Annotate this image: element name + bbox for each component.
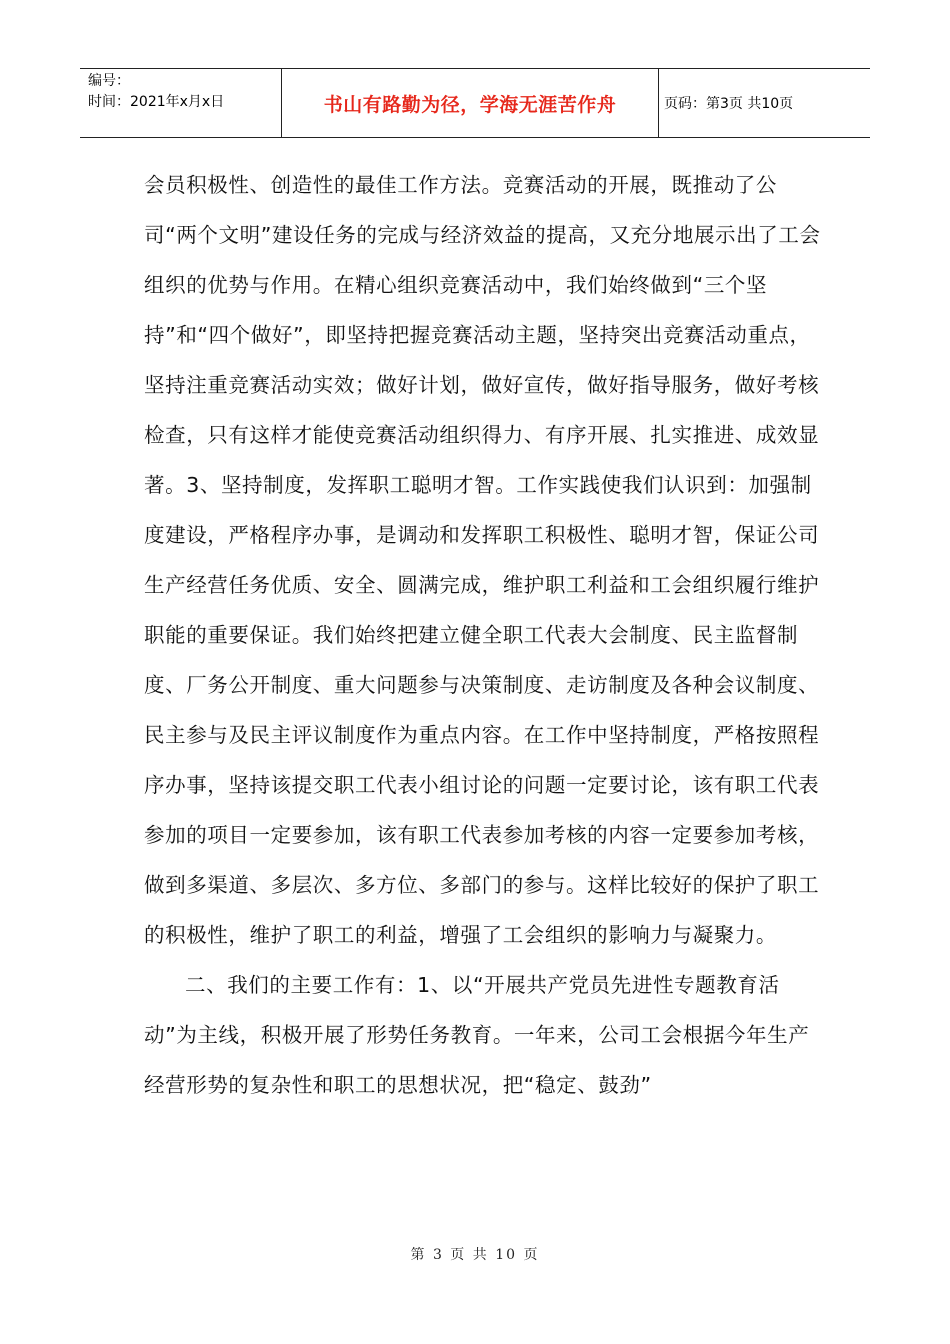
page-footer: 第 3 页 共 10 页 [410, 1247, 540, 1263]
body-paragraph: 会员积极性、创造性的最佳工作方法。竞赛活动的开展，既推动了公司“两个文明”建设任务的完成与经济效益的提高，又充分地展示出了工会组织的优势与作用。在精心组织竞赛活动中，我们始终做到“三个坚持”和“四个做好”，即坚持把握竞赛活动主题，坚持突出竞赛活动重点，坚持注重竞赛活动实效；做好计划，做好宣传，做好指导服务，做好考核检查，只有这样才能使竞赛活动组织得力、有序开展、扎实推进、成效显著。3、坚持制度，发挥职工聪明才智。工作实践使我们认识到：加强制度建设，严格程序办事，是调动和发挥职工积极性、聪明才智，保证公司生产经营任务优质、安全、圆满完成，维护职工利益和工会组织履行维护职能的重要保证。我们始终把建立健全职工代表大会制度、民主监督制度、厂务公开制度、重大问题参与决策制度、走访制度及各种会议制度、民主参与及民主评议制度作为重点内容。在工作中坚持制度，严格按照程序办事，坚持该提交职工代表小组讨论的问题一定要讨论，该有职工代表参加的项目一定要参加，该有职工代表参加考核的内容一定要参加考核，做到多渠道、多层次、多方位、多部门的参与。这样比较好的保护了职工的积极性，维护了职工的利益，增强了工会组织的影响力与凝聚力。 [144, 173, 821, 947]
header-meta [88, 71, 278, 113]
header-divider [658, 69, 659, 137]
body-paragraph: 二、我们的主要工作有：1、以“开展共产党员先进性专题教育活动”为主线，积极开展了形势任务教育。一年来，公司工会根据今年生产经营形势的复杂性和职工的思想状况，把“稳定、鼓劲” [144, 973, 810, 1097]
page-header [80, 68, 870, 138]
header-page-info: 页码：第3页 共10页 [664, 96, 794, 112]
document-date: 时间：2021年x月x日 [88, 94, 225, 110]
document-number-label: 编号： [88, 73, 130, 89]
document-body [144, 160, 824, 1110]
header-motto: 书山有路勤为径，学海无涯苦作舟 [323, 93, 617, 116]
